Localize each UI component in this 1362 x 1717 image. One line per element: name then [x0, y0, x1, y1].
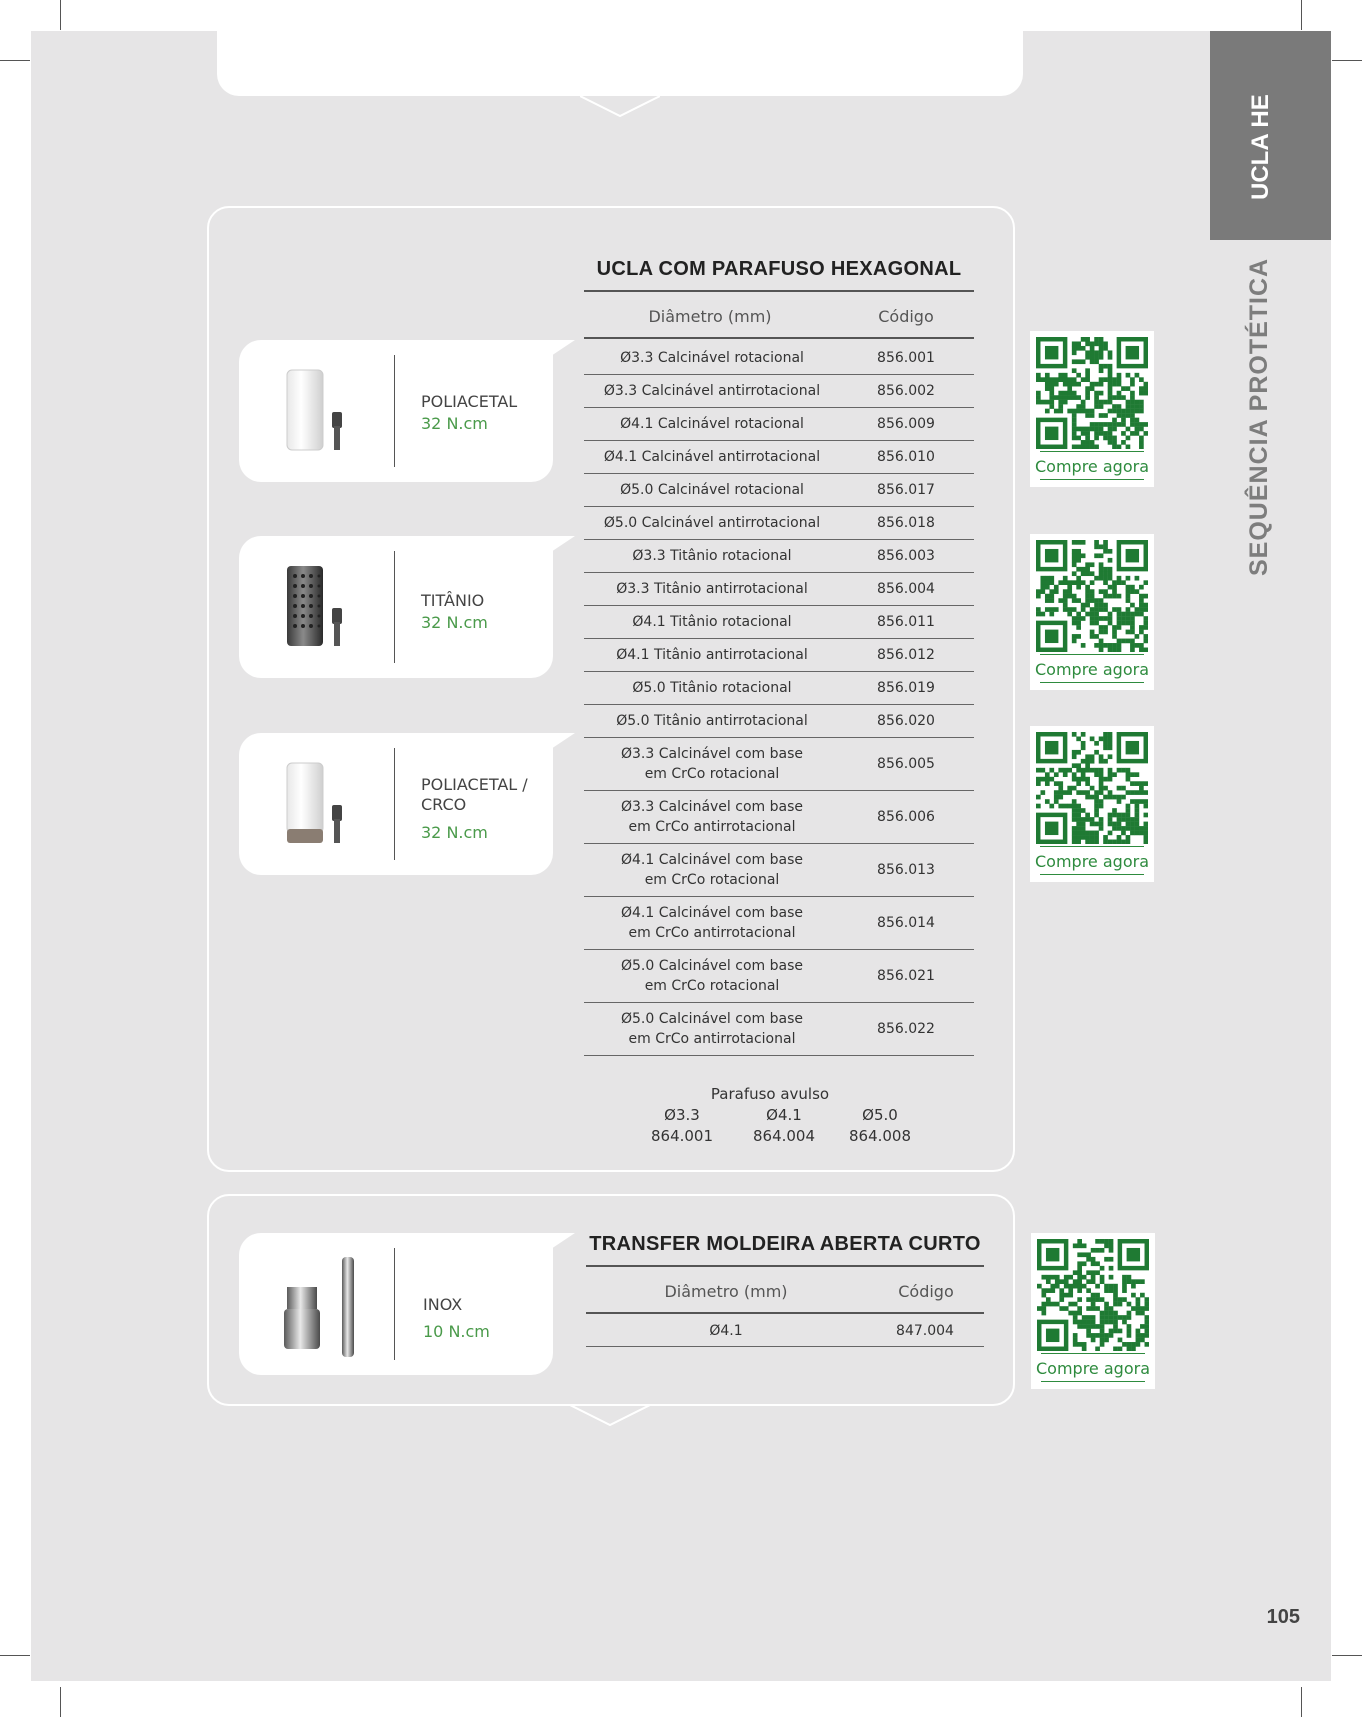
product-name: POLIACETAL / CRCO — [421, 775, 528, 814]
table1-cell-code: 856.020 — [877, 712, 935, 729]
table2-header-rule — [586, 1312, 984, 1314]
product-name: POLIACETAL — [421, 392, 518, 411]
qr-code-icon — [1036, 540, 1148, 652]
product-card-inox — [239, 1233, 553, 1375]
qr-code-box[interactable] — [1031, 1233, 1155, 1389]
table1-cell-code: 856.022 — [877, 1020, 935, 1037]
diameter-line: Ø3.3 Calcinável com base — [621, 798, 803, 815]
product-divider — [394, 355, 395, 467]
qr-code-box[interactable] — [1030, 726, 1154, 882]
product-card-poliacetal — [239, 340, 553, 482]
qr-code-icon — [1036, 337, 1148, 449]
card-notch — [570, 1403, 650, 1427]
diameter-line: Ø4.1 Titânio rotacional — [632, 613, 792, 630]
diameter-line: Ø5.0 Calcinável com base — [621, 957, 803, 974]
qr-code-icon — [1036, 732, 1148, 844]
qr-code-box[interactable] — [1030, 534, 1154, 690]
diameter-line: em CrCo rotacional — [644, 765, 780, 782]
diameter-line: Ø4.1 Calcinável rotacional — [620, 415, 804, 432]
table1-cell-diameter — [584, 506, 840, 539]
diameter-line: em CrCo antirrotacional — [628, 924, 796, 941]
product-divider — [394, 551, 395, 663]
product-divider — [394, 1248, 395, 1360]
diameter-line: Ø4.1 Titânio antirrotacional — [616, 646, 808, 663]
ucla-poliacetal-icon — [279, 366, 359, 456]
crop-mark — [1301, 1687, 1302, 1717]
avulso-code: 864.004 — [752, 1127, 816, 1145]
card-corner — [545, 1233, 575, 1253]
table1-cell-code: 856.005 — [877, 755, 935, 772]
table1-title: UCLA COM PARAFUSO HEXAGONAL — [596, 258, 962, 280]
table1-cell-code: 856.021 — [877, 967, 935, 984]
buy-now-link[interactable]: Compre agora — [1035, 457, 1149, 476]
table1-cell-diameter — [584, 638, 840, 671]
table1-cell-code: 856.012 — [877, 646, 935, 663]
diameter-line: em CrCo antirrotacional — [628, 1030, 796, 1047]
diameter-line: Ø5.0 Calcinável com base — [621, 1010, 803, 1027]
table1-header-rule — [584, 337, 974, 339]
crop-mark — [1301, 0, 1302, 30]
crop-mark — [60, 0, 61, 30]
buy-now-link[interactable]: Compre agora — [1035, 852, 1149, 871]
table2-cell-diameter: Ø4.1 — [709, 1323, 743, 1339]
table2-title-rule — [586, 1265, 984, 1267]
banner-notch — [580, 94, 660, 118]
table1-cell-code: 856.001 — [877, 349, 935, 366]
crop-mark — [0, 1655, 30, 1656]
top-banner — [217, 31, 1023, 96]
crop-mark — [0, 60, 30, 61]
diameter-line: Ø5.0 Calcinável rotacional — [620, 481, 804, 498]
diameter-line: Ø3.3 Calcinável rotacional — [620, 349, 804, 366]
table1-cell-diameter — [584, 407, 840, 440]
table1-cell-code: 856.002 — [877, 382, 935, 399]
table2-col-code: Código — [898, 1282, 954, 1301]
section-label: SEQUÊNCIA PROTÉTICA — [1245, 257, 1273, 576]
product-torque: 32 N.cm — [421, 613, 488, 632]
table2-col-diameter: Diâmetro (mm) — [664, 1282, 788, 1301]
avulso-diameter: Ø5.0 — [862, 1106, 898, 1124]
qr-code-box[interactable] — [1030, 331, 1154, 487]
avulso-code: 864.001 — [650, 1127, 714, 1145]
qr-code-icon — [1037, 1239, 1149, 1351]
diameter-line: em CrCo antirrotacional — [628, 818, 796, 835]
card-corner — [545, 340, 575, 360]
table1-cell-diameter — [584, 737, 840, 790]
diameter-line: Ø5.0 Titânio rotacional — [632, 679, 792, 696]
table1-cell-code: 856.010 — [877, 448, 935, 465]
buy-now-link[interactable]: Compre agora — [1035, 660, 1149, 679]
table1-cell-code: 856.014 — [877, 914, 935, 931]
product-card-crco — [239, 733, 553, 875]
diameter-line: Ø3.3 Titânio antirrotacional — [616, 580, 808, 597]
table1-cell-code: 856.006 — [877, 808, 935, 825]
diameter-line: Ø5.0 Calcinável antirrotacional — [603, 514, 821, 531]
table1-cell-code: 856.019 — [877, 679, 935, 696]
table1-cell-code: 856.017 — [877, 481, 935, 498]
avulso-code: 864.008 — [848, 1127, 912, 1145]
table1-cell-diameter — [584, 572, 840, 605]
table1-cell-code: 856.018 — [877, 514, 935, 531]
buy-now-link[interactable]: Compre agora — [1036, 1359, 1150, 1378]
crop-mark — [60, 1687, 61, 1717]
card-corner — [545, 536, 575, 556]
ucla-titanio-icon — [279, 562, 359, 652]
table1-cell-code: 856.004 — [877, 580, 935, 597]
table1-cell-diameter — [584, 896, 840, 949]
table1-cell-diameter — [584, 671, 840, 704]
table1-col-code: Código — [878, 307, 934, 326]
diameter-line: Ø4.1 Calcinável com base — [621, 851, 803, 868]
table1-cell-diameter — [584, 539, 840, 572]
crop-mark — [1332, 1655, 1362, 1656]
diameter-line: Ø3.3 Calcinável antirrotacional — [603, 382, 821, 399]
diameter-line: Ø5.0 Titânio antirrotacional — [616, 712, 808, 729]
diameter-line: Ø4.1 Calcinável com base — [621, 904, 803, 921]
product-torque: 10 N.cm — [423, 1322, 490, 1341]
table2-cell-code: 847.004 — [896, 1323, 954, 1339]
table1-cell-code: 856.011 — [877, 613, 935, 630]
table2-row-rule — [586, 1346, 984, 1347]
product-card-titanio — [239, 536, 553, 678]
table1-cell-diameter — [584, 949, 840, 1002]
diameter-line: em CrCo rotacional — [644, 977, 780, 994]
table1-cell-diameter — [584, 374, 840, 407]
table1-row-rule — [584, 1055, 974, 1056]
side-tab-label: UCLA HE — [1247, 94, 1274, 200]
table1-title-rule — [584, 290, 974, 292]
card-corner — [545, 733, 575, 753]
product-divider — [394, 748, 395, 860]
table2-title: TRANSFER MOLDEIRA ABERTA CURTO — [589, 1233, 981, 1255]
table1-cell-diameter — [584, 1002, 840, 1055]
product-name: INOX — [423, 1295, 463, 1314]
table1-cell-diameter — [584, 440, 840, 473]
product-torque: 32 N.cm — [421, 414, 488, 433]
diameter-line: Ø3.3 Titânio rotacional — [632, 547, 792, 564]
diameter-line: em CrCo rotacional — [644, 871, 780, 888]
transfer-inox-icon — [279, 1253, 379, 1363]
table1-col-diameter: Diâmetro (mm) — [648, 307, 772, 326]
diameter-line: Ø3.3 Calcinável com base — [621, 745, 803, 762]
table1-cell-diameter — [584, 605, 840, 638]
crop-mark — [1332, 60, 1362, 61]
product-torque: 32 N.cm — [421, 823, 488, 842]
table1-cell-diameter — [584, 341, 840, 374]
table1-cell-diameter — [584, 704, 840, 737]
table1-cell-diameter — [584, 843, 840, 896]
avulso-diameter: Ø3.3 — [664, 1106, 700, 1124]
table1-cell-code: 856.009 — [877, 415, 935, 432]
product-name: TITÂNIO — [421, 591, 485, 610]
avulso-diameter: Ø4.1 — [766, 1106, 802, 1124]
page-number: 105 — [1266, 1606, 1300, 1628]
ucla-crco-icon — [279, 759, 359, 849]
table1-cell-code: 856.003 — [877, 547, 935, 564]
table1-cell-code: 856.013 — [877, 861, 935, 878]
diameter-line: Ø4.1 Calcinável antirrotacional — [603, 448, 821, 465]
avulso-label: Parafuso avulso — [710, 1085, 830, 1103]
table1-cell-diameter — [584, 473, 840, 506]
table1-cell-diameter — [584, 790, 840, 843]
